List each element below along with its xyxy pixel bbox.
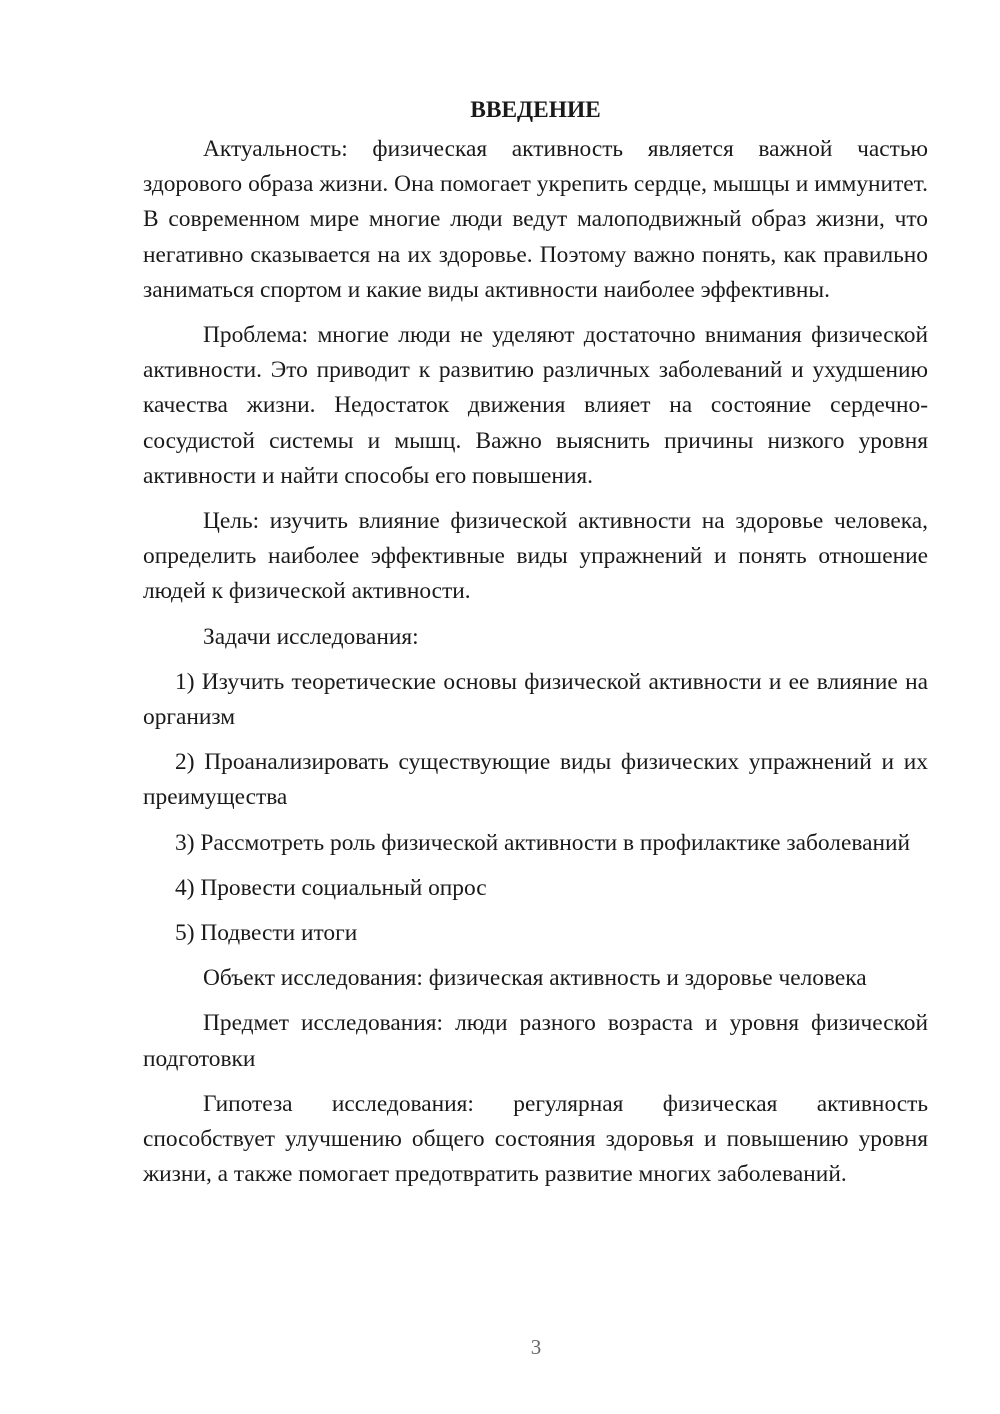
subject-paragraph: Предмет исследования: люди разного возраста и уровня физической подготовки (143, 1010, 928, 1072)
task-item-5: 5) Подвести итоги (175, 920, 358, 947)
problem-paragraph: Проблема: многие люди не уделяют достаточно внимания физической активности. Это приводит к развитию различных заболеваний и ухудшению качества жизни. Недостаток движения влияет на состояние сердечно-сосудистой системы и мышц. Важно выяснить причины низкого уровня активности и найти способы его повышения. (143, 322, 928, 489)
goal-paragraph: Цель: изучить влияние физической активности на здоровье человека, определить наиболее эффективные виды упражнений и понять отношение людей к физической активности. (143, 508, 928, 605)
page-title: ВВЕДЕНИЕ (470, 97, 601, 123)
task-item-4: 4) Провести социальный опрос (175, 874, 487, 901)
task-item-1: 1) Изучить теоретические основы физической активности и ее влияние на организм (143, 668, 928, 731)
task-item-2: 2) Проанализировать существующие виды физических упражнений и их преимущества (143, 749, 928, 811)
page-number: 3 (530, 1335, 542, 1359)
task-item-3: 3) Рассмотреть роль физической активности в профилактике заболеваний (175, 829, 910, 856)
relevance-paragraph: Актуальность: физическая активность является важной частью здорового образа жизни. Она помогает укрепить сердце, мышцы и иммунитет. В современном мире многие люди ведут малоподвижный образ жизни, что негативно сказывается на их здоровье. Поэтому важно понять, как правильно заниматься спортом и какие виды активности наиболее эффективны. (143, 136, 928, 303)
hypothesis-paragraph: Гипотеза исследования: регулярная физическая активность способствует улучшению общего состояния здоровья и повышению уровня жизни, а также помогает предотвратить развитие многих заболеваний. (143, 1090, 928, 1188)
object-paragraph: Объект исследования: физическая активность и здоровье человека (203, 965, 867, 992)
page-content (143, 92, 928, 1202)
tasks-label: Задачи исследования: (203, 623, 419, 650)
